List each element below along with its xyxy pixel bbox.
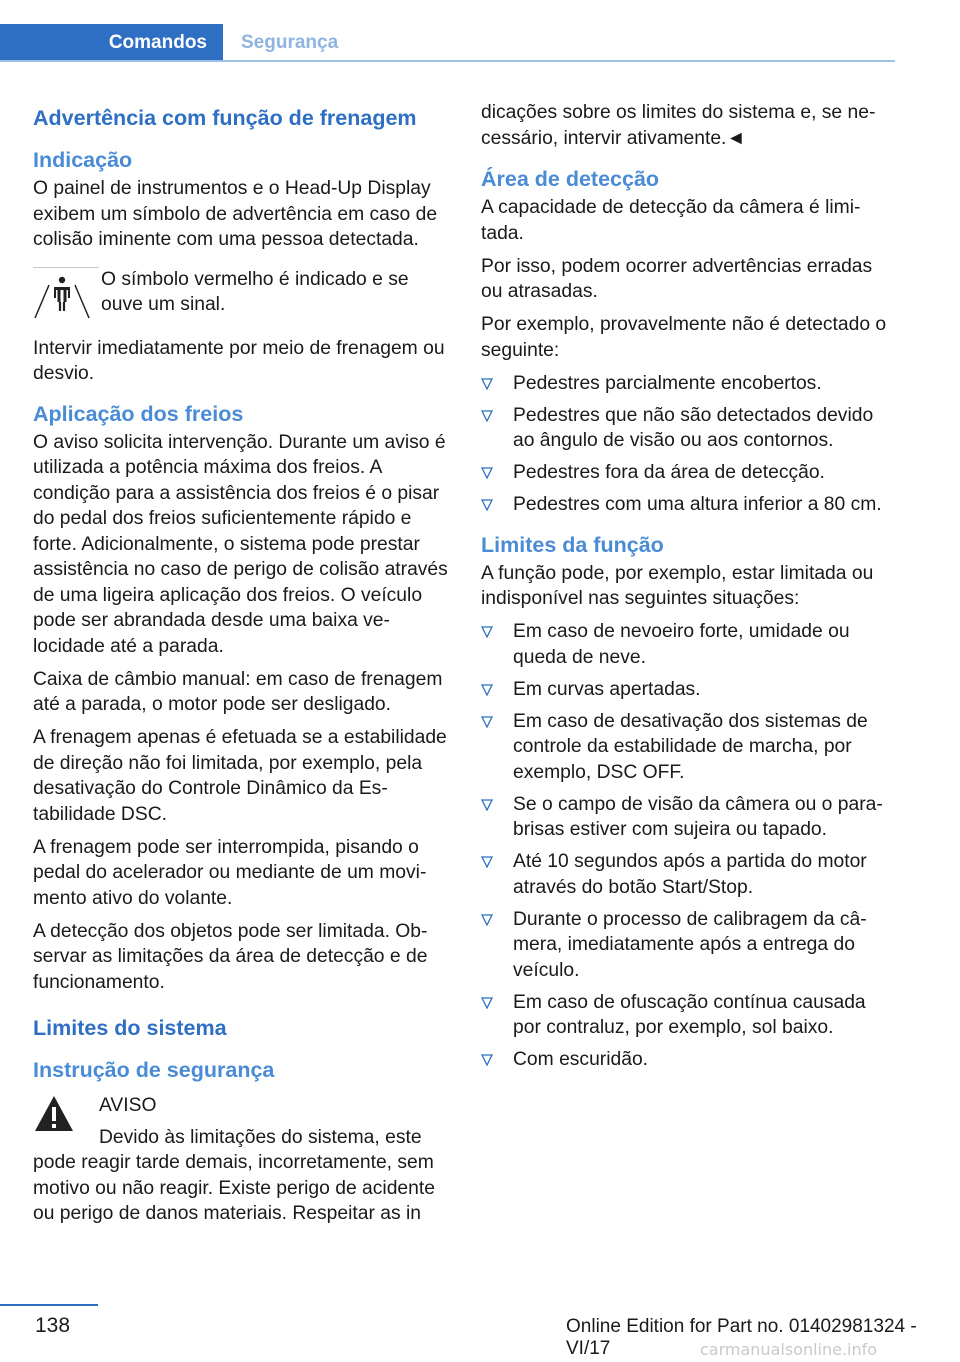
warning-text-cont: pode reagir tarde demais, incorretamente, sem motivo ou não reagir. Existe perigo de acidente ou perigo de danos materiais. Respeitar as in [33,1152,435,1224]
warning-note [33,1093,448,1150]
bullet-triangle-icon [481,684,493,696]
paragraph-deteccao: A detecção dos objetos pode ser limitada. Observar as limitações da área de detecção e de funcionamento. [33,920,428,993]
paragraph-frenagem-2: A frenagem pode ser interrompida, pisando o pedal do acelerador ou mediante de um movimento ativo do volante. [33,836,427,909]
heading-advertencia: Advertência com função de frenagem [33,106,417,130]
list-item: Em caso de desativação dos sistemas de controle da estabilidade de marcha, por exemplo, DSC OFF. [481,709,893,786]
bullet-triangle-icon [481,626,493,638]
warning-text-head [99,1093,448,1150]
right-column [481,100,893,1081]
heading-instrucao: Instrução de segurança [33,1058,275,1082]
bullet-triangle-icon [481,799,493,811]
bullet-triangle-icon [481,716,493,728]
paragraph-area-2: Por isso, podem ocorrer advertências erradas ou atrasadas. [481,255,873,302]
bullet-triangle-icon [481,499,493,511]
warning-title: AVISO [99,1095,157,1116]
pedestrian-warning-icon [33,267,99,326]
paragraph-area-3: Por exemplo, provavelmente não é detectado o seguinte: [481,314,887,361]
list-item: Com escuridão. [481,1047,893,1073]
footer-rule [0,1304,98,1306]
page-number: 138 [35,1314,71,1337]
bullet-triangle-icon [481,914,493,926]
bullet-triangle-icon [481,467,493,479]
bullet-triangle-icon [481,997,493,1009]
tab-underline [0,60,895,62]
list-item: Em curvas apertadas. [481,677,893,703]
symbol-note [33,267,448,326]
bullet-triangle-icon [481,856,493,868]
list-item: Em caso de ofuscação contínua causada por contraluz, por exemplo, sol baixo. [481,990,893,1041]
paragraph-indicacao: O painel de instrumentos e o Head-Up Display exibem um símbolo de advertência em caso de colisão iminente com uma pessoa detectada. [33,178,438,250]
paragraph-caixa: Caixa de câmbio manual: em caso de frenagem até a parada, o motor pode ser desligado. [33,668,443,715]
list-item: Durante o processo de calibragem da câmera, imediatamente após a entrega do veículo. [481,907,893,984]
heading-aplicacao: Aplicação dos freios [33,401,244,426]
paragraph-intervir: Intervir imediatamente por meio de frenagem ou desvio. [33,337,445,384]
heading-limites-funcao: Limites da função [481,532,664,557]
list-item: Em caso de nevoeiro forte, umidade ou queda de neve. [481,619,893,670]
warning-triangle-icon [33,1093,99,1139]
paragraph-aplicacao: O aviso solicita intervenção. Durante um aviso é utilizada a potência máxima dos freios. A condição para a assistência dos freios é o pisar do pedal dos freios suficientemente rápido e forte. Adicionalmente, o sistema pode prestar assistência no caso de perigo de colisão através de uma ligeira aplicação dos freios. O veículo pode ser abrandada desde uma baixa velocidade até a parada. [33,431,448,657]
paragraph-continuation: dicações sobre os limites do sistema e, se necessário, intervir ativamente.◄ [481,102,876,149]
bullet-triangle-icon [481,378,493,390]
list-funcao [481,619,893,1073]
heading-limites-sistema: Limites do sistema [33,1016,227,1040]
paragraph-area-1: A capacidade de detecção da câmera é limitada. [481,197,861,244]
list-item: Se o campo de visão da câmera ou o para-brisas estiver com sujeira ou tapado. [481,792,893,843]
section-tab-bar [0,24,895,62]
heading-area: Área de detecção [481,167,660,191]
paragraph-funcao: A função pode, por exemplo, estar limitada ou indisponível nas seguintes situações: [481,562,874,609]
tab-seguranca[interactable]: Segurança [241,32,339,53]
edition-note: Online Edition for Part no. 01402981324 - VI/17 [566,1316,917,1359]
bullet-triangle-icon [481,1054,493,1066]
list-item: Pedestres com uma altura inferior a 80 cm. [481,492,893,518]
list-item: Pedestres fora da área de detecção. [481,460,893,486]
list-item: Pedestres parcialmente encobertos. [481,371,893,397]
watermark: carmanualsonline.info [700,1340,878,1359]
left-column [33,100,448,1234]
bullet-triangle-icon [481,410,493,422]
list-area [481,371,893,518]
list-item: Pedestres que não são detectados devido ao ângulo de visão ou aos contornos. [481,403,893,454]
heading-indicacao: Indicação [33,148,133,172]
tab-comandos[interactable]: Comandos [0,24,223,62]
symbol-text: O símbolo vermelho é indicado e se ouve um sinal. [101,268,409,315]
list-item: Até 10 segundos após a partida do motor através do botão Start/Stop. [481,849,893,900]
warning-text-line1: Devido às limitações do sistema, este [99,1126,422,1148]
paragraph-frenagem-1: A frenagem apenas é efetuada se a estabilidade de direção não foi limitada, por exemplo, pela desativação do Controle Dinâmico da Estabilidade DSC. [33,727,447,825]
